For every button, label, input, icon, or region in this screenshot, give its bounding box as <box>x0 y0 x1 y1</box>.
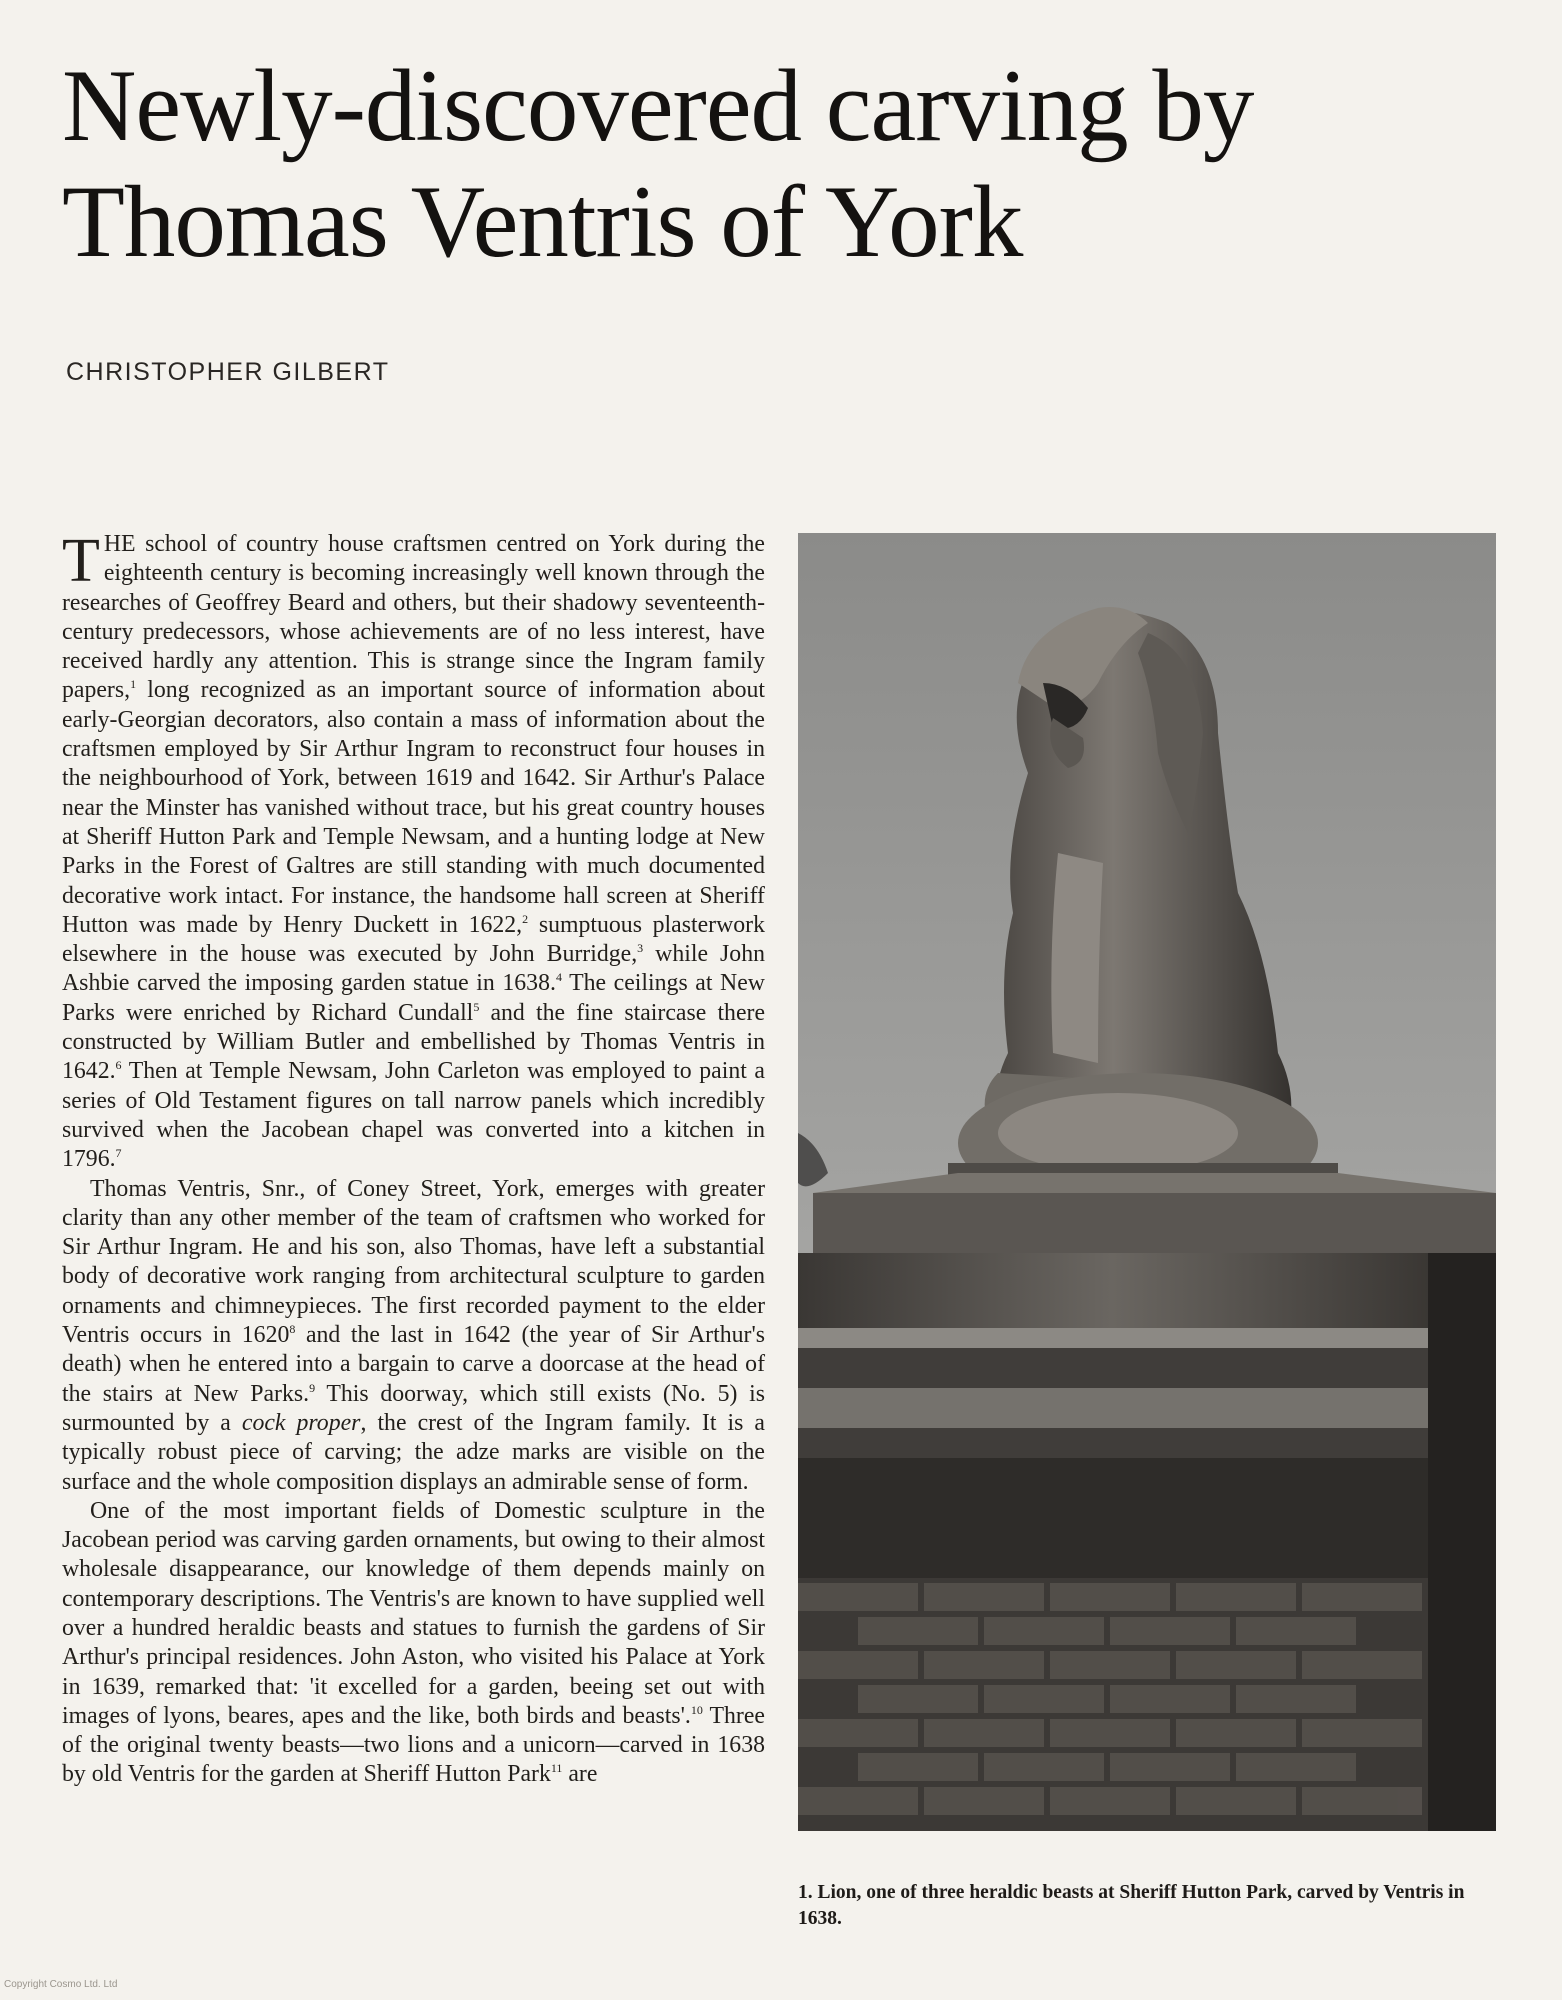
text-run: One of the most important fields of Domestic sculpture in the Jacobean period was carving garden ornaments, but owing to their almost wholesale disappearance, our knowledge of them depends mainly on contemporary descriptions. The Ventris's are known to have supplied well over a hundred heraldic beasts and statues to furnish the gardens of Sir Arthur's principal residences. John Aston, who visited his Palace at York in 1639, remarked that: 'it excelled for a garden, beeing set out with images of lyons, beares, apes and the like, both birds and beasts'. <box>62 1497 765 1729</box>
text-run: The ceilings at New Parks were enriched by Richard Cundall <box>62 970 765 1026</box>
footnote-ref: 1 <box>130 677 137 692</box>
article-title <box>62 48 1362 280</box>
footnote-ref: 2 <box>522 911 529 926</box>
title-line-2: Thomas Ventris of York <box>62 165 1023 279</box>
text-run: long recognized as an important source of information about early-Georgian decorators, also contain a mass of information about the craftsmen employed by Sir Arthur Ingram to reconstruct four houses in the neighbourhood of York, between 1619 and 1642. Sir Arthur's Palace near the Minster has vanished without trace, but his great country houses at Sheriff Hutton Park and Temple Newsam, and a hunting lodge at New Parks in the Forest of Galtres are still standing with much documented decorative work intact. For instance, the handsome hall screen at Sheriff Hutton was made by Henry Duckett in 1622, <box>62 677 765 938</box>
text-run: , the crest of the Ingram family. It is a typically robust piece of carving; the adze marks are visible on the surface and the whole composition displays an admirable sense of form. <box>62 1409 765 1495</box>
drop-cap: T <box>62 527 100 595</box>
paragraph-2 <box>62 1175 765 1497</box>
text-run: and the fine staircase there constructed by William Butler and embellished by Thomas Ventris in 1642. <box>62 999 766 1085</box>
lead-in-caps: HE <box>103 531 136 557</box>
title-line-1: Newly-discovered carving by <box>62 49 1254 163</box>
footnote-ref: 9 <box>309 1380 316 1395</box>
italic-term: cock proper <box>241 1409 361 1436</box>
paragraph-1 <box>62 527 766 1175</box>
text-run: Then at Temple Newsam, John Carleton was employed to paint a series of Old Testament figures on tall narrow panels which incredibly survived when the Jacobean chapel was converted into a kitchen in 1796. <box>62 1058 765 1173</box>
footnote-ref: 10 <box>690 1702 703 1717</box>
copyright-watermark: Copyright Cosmo Ltd. Ltd <box>4 1979 118 1990</box>
footnote-ref: 3 <box>637 941 644 956</box>
text-run: Thomas Ventris, Snr., of Coney Street, York, emerges with greater clarity than any other member of the team of craftsmen who worked for Sir Arthur Ingram. He and his son, also Thomas, have left a substantial body of decorative work ranging from architectural sculpture to garden ornaments and chimneypieces. The first recorded payment to the elder Ventris occurs in 1620 <box>62 1175 765 1349</box>
footnote-ref: 5 <box>473 999 480 1014</box>
author-byline: CHRISTOPHER GILBERT <box>66 358 390 386</box>
footnote-ref: 7 <box>115 1146 122 1161</box>
footnote-ref: 6 <box>115 1058 122 1073</box>
lion-photograph <box>798 533 1496 1831</box>
footnote-ref: 8 <box>289 1322 296 1337</box>
footnote-ref: 11 <box>550 1761 563 1776</box>
text-run: and the last in 1642 (the year of Sir Arthur's death) when he entered into a bargain to carve a doorcase at the head of the stairs at New Parks. <box>62 1322 765 1407</box>
text-run: Three of the original twenty beasts—two lions and a unicorn—carved in 1638 by old Ventris for the garden at Sheriff Hutton Park <box>62 1702 765 1788</box>
figure-caption: 1. Lion, one of three heraldic beasts at Sheriff Hutton Park, carved by Ventris in 1638. <box>798 1882 1465 1929</box>
text-run: are <box>562 1761 598 1788</box>
text-run: school of country house craftsmen centred on York during the eighteenth century is becoming increasingly well known through the researches of Geoffrey Beard and others, but their shadowy seventeenth-century predecessors, whose achievements are of no less interest, have received hardly any attention. This is strange since the Ingram family papers, <box>62 531 765 704</box>
footnote-ref: 4 <box>555 970 562 985</box>
article-body <box>62 527 766 1790</box>
text-run: This doorway, which still exists (No. 5) is surmounted by a <box>62 1380 765 1436</box>
text-run: while John Ashbie carved the imposing garden statue in 1638. <box>62 941 765 997</box>
text-run: sumptuous plasterwork elsewhere in the house was executed by John Burridge, <box>62 911 765 968</box>
paragraph-3 <box>62 1497 765 1790</box>
